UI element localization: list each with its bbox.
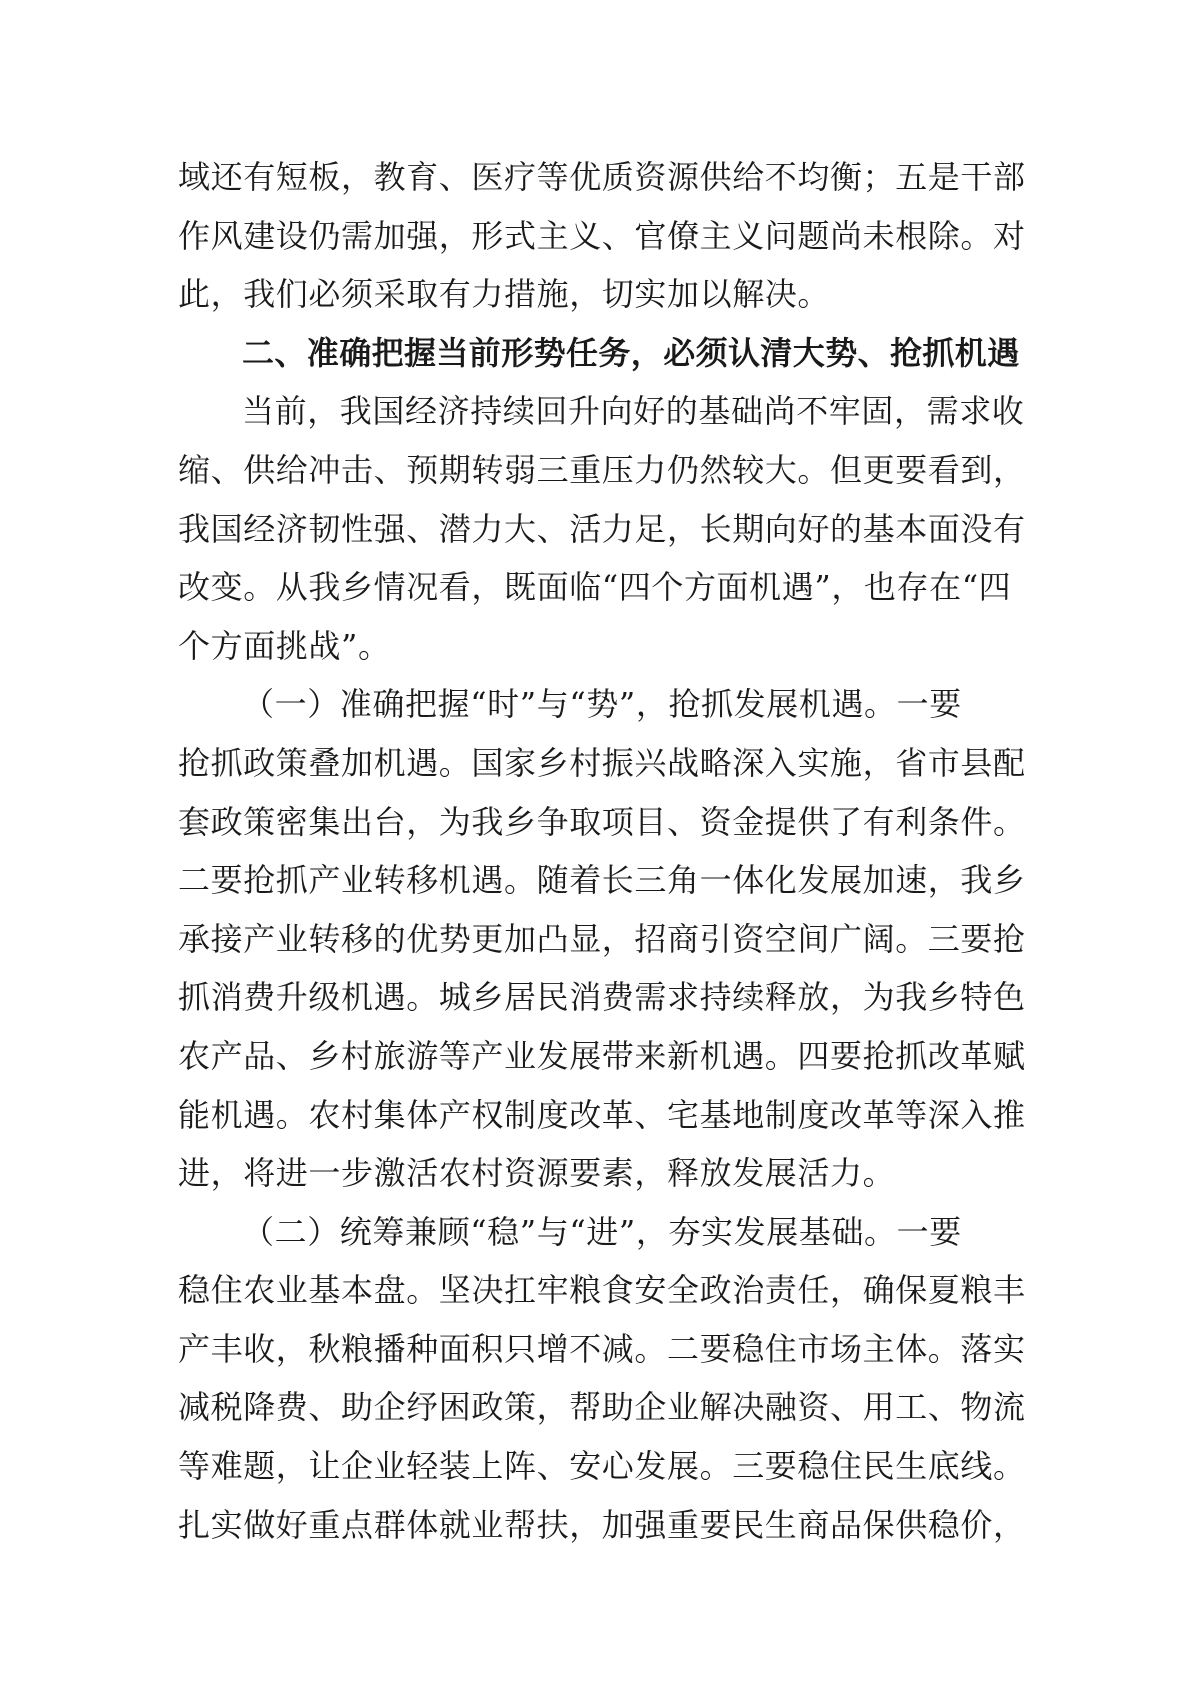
paragraph-line: 当前，我国经济持续回升向好的基础尚不牢固，需求收 (242, 392, 1025, 431)
paragraph-line: 等难题，让企业轻装上阵、安心发展。三要稳住民生底线。 (178, 1447, 1026, 1486)
paragraph-line: 个方面挑战”。 (178, 626, 391, 665)
section-heading: 二、准确把握当前形势任务，必须认清大势、抢抓机遇 (242, 333, 1020, 372)
paragraph-line: 承接产业转移的优势更加凸显，招商引资空间广阔。三要抢 (178, 919, 1026, 958)
paragraph-line: 二要抢抓产业转移机遇。随着长三角一体化发展加速，我乡 (178, 861, 1026, 900)
paragraph-line: 域还有短板，教育、医疗等优质资源供给不均衡；五是干部 (178, 158, 1026, 196)
paragraph-line: 稳住农业基本盘。坚决扛牢粮食安全政治责任，确保夏粮丰 (178, 1271, 1026, 1310)
paragraph-line: 抢抓政策叠加机遇。国家乡村振兴战略深入实施，省市县配 (178, 743, 1026, 782)
paragraph-line: 此，我们必须采取有力措施，切实加以解决。 (178, 275, 831, 314)
paragraph-line: （二）统筹兼顾“稳”与“进”，夯实发展基础。一要 (242, 1212, 962, 1251)
paragraph-line: 作风建设仍需加强，形式主义、官僚主义问题尚未根除。对 (178, 216, 1026, 255)
paragraph-line: 能机遇。农村集体产权制度改革、宅基地制度改革等深入推 (178, 1095, 1026, 1134)
paragraph-line: 套政策密集出台，为我乡争取项目、资金提供了有利条件。 (178, 802, 1026, 841)
paragraph-line: 缩、供给冲击、预期转弱三重压力仍然较大。但更要看到， (178, 450, 1026, 489)
document-body (178, 148, 1026, 1554)
paragraph-line: 进，将进一步激活农村资源要素，释放发展活力。 (178, 1154, 896, 1193)
paragraph-line: 减税降费、助企纾困政策，帮助企业解决融资、用工、物流 (178, 1388, 1026, 1427)
paragraph-line: 抓消费升级机遇。城乡居民消费需求持续释放，为我乡特色 (178, 978, 1026, 1017)
paragraph-line: 扎实做好重点群体就业帮扶，加强重要民生商品保供稳价， (178, 1505, 1026, 1544)
paragraph-line: （一）准确把握“时”与“势”，抢抓发展机遇。一要 (242, 685, 962, 724)
paragraph-line: 我国经济韧性强、潜力大、活力足，长期向好的基本面没有 (178, 509, 1026, 548)
paragraph-line: 农产品、乡村旅游等产业发展带来新机遇。四要抢抓改革赋 (178, 1036, 1026, 1075)
paragraph-line: 产丰收，秋粮播种面积只增不减。二要稳住市场主体。落实 (178, 1329, 1026, 1368)
paragraph-line: 改变。从我乡情况看，既面临“四个方面机遇”，也存在“四 (178, 568, 1012, 607)
